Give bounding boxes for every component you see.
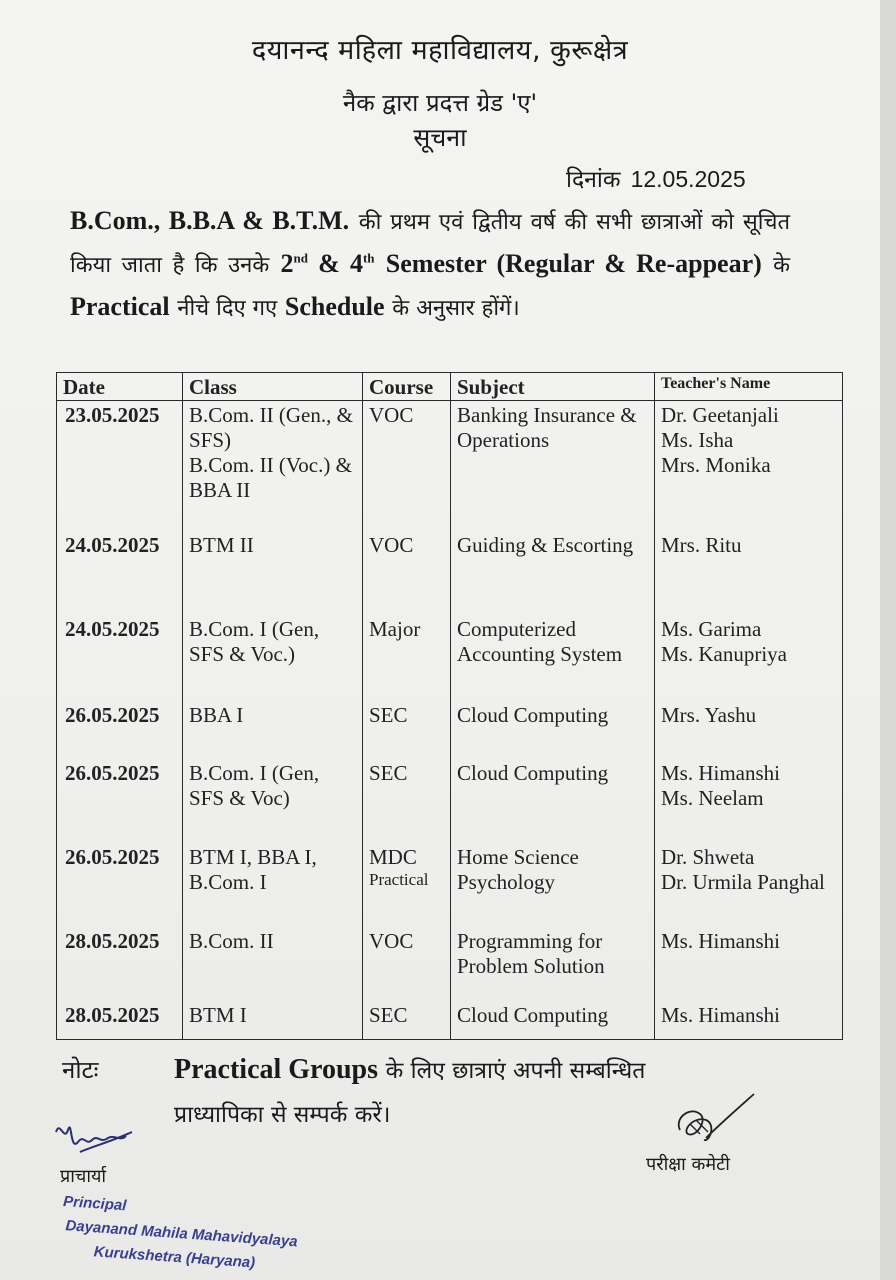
table-row — [57, 751, 843, 835]
class-line: BBA I — [189, 703, 244, 727]
principal-stamp — [59, 1190, 300, 1278]
teacher-name: Dr. Shweta — [661, 845, 755, 869]
class-line: B.Com. II — [189, 929, 274, 953]
course-code: MDC — [369, 845, 417, 869]
header-course: Course — [363, 373, 451, 401]
practical-schedule-table — [56, 372, 843, 1040]
table-row — [57, 1001, 843, 1040]
intro-text-3: नीचे दिए गए — [177, 296, 278, 321]
teacher-name: Mrs. Yashu — [661, 703, 757, 727]
class-line: B.Com. II (Voc.) & BBA II — [189, 453, 352, 502]
intro-sem-2-sup: nd — [293, 250, 308, 266]
table-row — [57, 401, 843, 524]
teacher-name: Mrs. Monika — [661, 453, 771, 477]
row-class — [183, 751, 363, 835]
intro-paragraph — [70, 200, 790, 329]
table-row — [57, 693, 843, 751]
row-class — [183, 835, 363, 919]
intro-sem-4-sup: th — [362, 250, 375, 266]
intro-sem-2: 2 — [280, 249, 294, 278]
row-teachers — [655, 835, 843, 919]
row-date: 24.05.2025 — [57, 607, 183, 693]
table-row — [57, 919, 843, 1001]
class-line: B.Com. I (Gen, SFS & Voc.) — [189, 617, 320, 666]
teacher-name: Ms. Neelam — [661, 786, 764, 810]
row-subject: Cloud Computing — [451, 1001, 655, 1040]
row-course: VOC — [363, 919, 451, 1001]
notice-date — [566, 162, 746, 194]
intro-schedule: Schedule — [284, 292, 385, 321]
row-teachers — [655, 523, 843, 607]
teacher-name: Ms. Himanshi — [661, 1003, 781, 1027]
intro-practical: Practical — [70, 292, 170, 321]
principal-title-hindi: प्राचार्या — [60, 1166, 107, 1187]
table-row — [57, 523, 843, 607]
row-date: 26.05.2025 — [57, 835, 183, 919]
row-teachers — [655, 401, 843, 524]
row-date: 26.05.2025 — [57, 693, 183, 751]
note-text-1: के लिए छात्राएं अपनी सम्बन्धित — [385, 1058, 646, 1084]
exam-committee-label: परीक्षा कमेटी — [646, 1154, 730, 1175]
row-date: 24.05.2025 — [57, 523, 183, 607]
class-line: B.Com. I (Gen, SFS & Voc) — [189, 761, 320, 810]
teacher-name: Ms. Garima — [661, 617, 762, 641]
stamp-line-1: Principal — [62, 1192, 127, 1215]
row-course — [363, 835, 451, 919]
row-course: SEC — [363, 693, 451, 751]
header-date: Date — [57, 373, 183, 401]
row-subject: Banking Insurance & Operations — [451, 401, 655, 524]
class-line: BTM I, BBA I, B.Com. I — [189, 845, 317, 894]
stamp-line-2: Dayanand Mahila Mahavidyalaya — [64, 1217, 299, 1251]
teacher-name: Dr. Geetanjali — [661, 403, 779, 427]
row-teachers — [655, 919, 843, 1001]
row-teachers — [655, 1001, 843, 1040]
note-line-1 — [62, 1048, 842, 1093]
row-date: 28.05.2025 — [57, 919, 183, 1001]
row-class — [183, 919, 363, 1001]
course-note: Practical — [369, 870, 429, 889]
principal-signature-icon — [50, 1112, 140, 1168]
committee-signature-block — [640, 1090, 840, 1190]
note-label: नोटः — [62, 1056, 99, 1084]
row-class — [183, 523, 363, 607]
teacher-name: Mrs. Ritu — [661, 533, 742, 557]
table-row — [57, 835, 843, 919]
row-date: 23.05.2025 — [57, 401, 183, 524]
row-subject: Cloud Computing — [451, 751, 655, 835]
intro-courses: B.Com., B.B.A & B.T.M. — [70, 206, 350, 235]
class-line: B.Com. II (Gen., & SFS) — [189, 403, 353, 452]
teacher-name: Ms. Himanshi — [661, 929, 781, 953]
row-subject: Cloud Computing — [451, 693, 655, 751]
row-class — [183, 693, 363, 751]
teacher-name: Dr. Urmila Panghal — [661, 870, 825, 894]
note-text-2: प्राध्यापिका से सम्पर्क करें। — [174, 1102, 391, 1128]
header-class: Class — [183, 373, 363, 401]
row-date: 26.05.2025 — [57, 751, 183, 835]
row-class — [183, 401, 363, 524]
intro-text-2: के — [773, 253, 790, 278]
row-teachers — [655, 693, 843, 751]
teacher-name: Ms. Isha — [661, 428, 734, 452]
row-course: SEC — [363, 751, 451, 835]
row-class — [183, 1001, 363, 1040]
row-course: SEC — [363, 1001, 451, 1040]
stamp-line-3: Kurukshetra (Haryana) — [93, 1243, 256, 1272]
committee-signature-icon — [660, 1090, 760, 1156]
row-subject: Guiding & Escorting — [451, 523, 655, 607]
table-row — [57, 607, 843, 693]
intro-text-4: के अनुसार होंगें। — [392, 296, 520, 321]
intro-semester: Semester (Regular & Re-appear) — [385, 249, 762, 278]
row-class — [183, 607, 363, 693]
row-subject: Computerized Accounting System — [451, 607, 655, 693]
naac-grade: नैक द्वारा प्रदत्त ग्रेड 'ए' — [342, 89, 538, 117]
teacher-name: Ms. Himanshi — [661, 761, 781, 785]
header-teacher: Teacher's Name — [655, 373, 843, 401]
college-name: दयानन्द महिला महाविद्यालय, कुरूक्षेत्र — [251, 35, 629, 66]
teacher-name: Ms. Kanupriya — [661, 642, 787, 666]
class-line: BTM II — [189, 533, 254, 557]
row-course: VOC — [363, 523, 451, 607]
row-date: 28.05.2025 — [57, 1001, 183, 1040]
row-subject: Programming for Problem Solution — [451, 919, 655, 1001]
note-bold: Practical Groups — [174, 1054, 379, 1085]
row-subject: Home Science Psychology — [451, 835, 655, 919]
header-subject: Subject — [451, 373, 655, 401]
intro-text-1: की प्रथम एवं द्वितीय वर्ष की सभी छात्राओं को सूचित किया जाता है कि उनके — [70, 210, 790, 278]
notice-title: सूचना — [413, 123, 467, 152]
date-value: 12.05.2025 — [630, 166, 746, 192]
row-teachers — [655, 607, 843, 693]
row-teachers — [655, 751, 843, 835]
table-header-row — [57, 373, 843, 401]
row-course: Major — [363, 607, 451, 693]
date-label: दिनांक — [566, 167, 621, 193]
class-line: BTM I — [189, 1003, 247, 1027]
intro-sem-4: 4 — [349, 249, 363, 278]
intro-amp: & — [318, 249, 340, 278]
row-course: VOC — [363, 401, 451, 524]
